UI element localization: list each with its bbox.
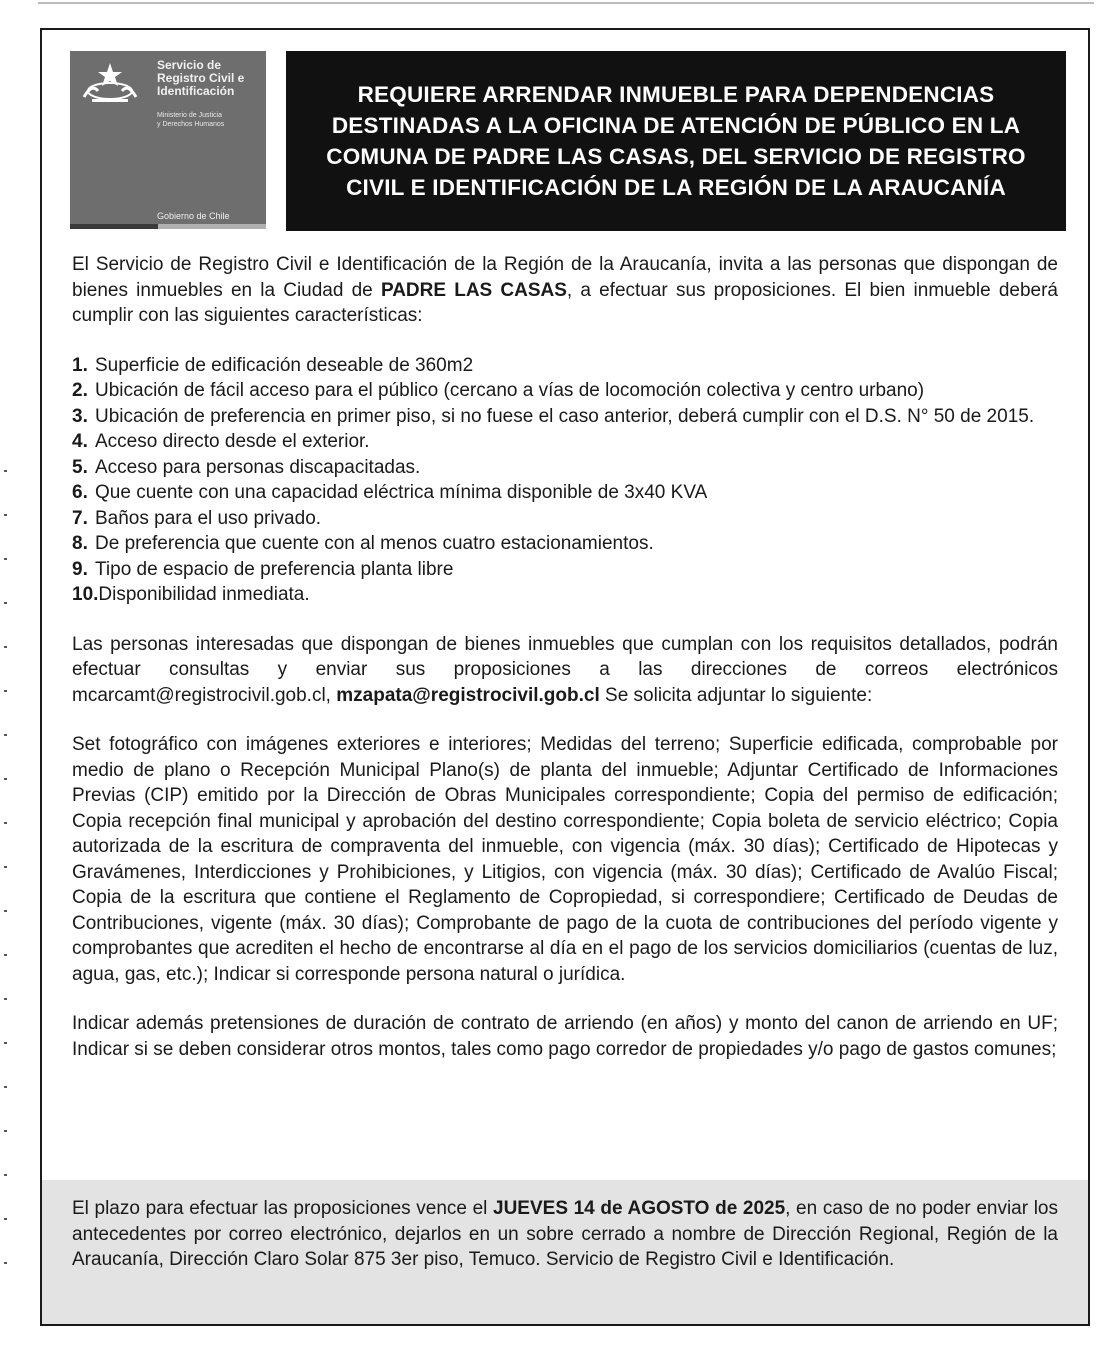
notice-title: REQUIERE ARRENDAR INMUEBLE PARA DEPENDENCIAS DESTINADAS A LA OFICINA DE ATENCIÓN DE PÚBLICO EN LA COMUNA DE PADRE LAS CASAS, DEL SERVICIO DE REGISTRO CIVIL E IDENTIFICACIÓN DE LA REGIÓN DE LA ARAUCANÍA <box>326 82 1026 200</box>
list-item: 10.Disponibilidad inmediata. <box>72 584 310 605</box>
list-item: 8. De preferencia que cuente con al menos cuatro estacionamientos. <box>72 533 654 554</box>
logo-flag-bar <box>70 224 266 229</box>
coat-of-arms-icon <box>78 61 142 105</box>
list-item: 1. Superficie de edificación deseable de 360m2 <box>72 354 474 376</box>
top-rule <box>38 2 1094 4</box>
list-item: 5. Acceso para personas discapacitadas. <box>72 456 421 478</box>
contact-email[interactable]: mzapata@registrocivil.gob.cl <box>336 684 600 706</box>
logo-ministry: Ministerio de Justicia y Derechos Humanos <box>157 112 225 128</box>
logo-gobierno: Gobierno de Chile <box>157 211 230 221</box>
notice-title-box <box>286 51 1066 231</box>
requirements-list <box>72 353 1058 608</box>
notice-body <box>72 252 1058 1062</box>
documents-paragraph: Set fotográfico con imágenes exteriores e interiores; Medidas del terreno; Superficie edificada, comprobable por medio de plano o Recepción Municipal Plano(s) de planta del inmueble; Adjuntar Certificado de Informaciones Previas (CIP) emitido por la Dirección de Obras Municipales correspondiente; Copia del permiso de edificación; Copia recepción final municipal y aprobación del destino correspondiente; Copia boleta de servicio eléctrico; Copia autorizada de la escritura de compraventa del inmueble, con vigencia (máx. 30 días); Certificado de Hipotecas y Gravámenes, Interdicciones y Prohibiciones, y Litigios, con vigencia (máx. 30 días); Certificado de Avalúo Fiscal; Copia de la escritura que contiene el Reglamento de Copropiedad, si correspondiere; Certificado de Deudas de Contribuciones, vigente (máx. 30 días); Comprobante de pago de la cuota de contribuciones del período vigente y comprobantes que acrediten el hecho de encontrarse al día en el pago de los servicios domiciliarios (cuentas de luz, agua, gas, etc.); Indicar si corresponde persona natural o jurídica. <box>72 734 1058 985</box>
margin-marks <box>4 470 7 1290</box>
list-item: 7. Baños para el uso privado. <box>72 507 322 529</box>
deadline-box <box>42 1180 1088 1324</box>
list-item: 9. Tipo de espacio de preferencia planta libre <box>72 558 454 580</box>
list-item: 4. Acceso directo desde el exterior. <box>72 431 370 452</box>
contact-paragraph: Las personas interesadas que dispongan de bienes inmuebles que cumplan con los requisitos detallados, podrán efectuar consultas y enviar sus proposiciones a las direcciones de correos electrónicos mcarcamt@registrocivil.gob.cl, mzapata@registrocivil.gob.cl Se solicita adjuntar lo siguiente: <box>72 633 1058 706</box>
deadline-paragraph: El plazo para efectuar las proposiciones vence el JUEVES 14 de AGOSTO de 2025, en caso de no poder enviar los antecedentes por correo electrónico, dejarlos en un sobre cerrado a nombre de Dirección Regional, Región de la Araucanía, Dirección Claro Solar 875 3er piso, Temuco. Servicio de Registro Civil e Identificación. <box>72 1198 1058 1270</box>
additional-paragraph: Indicar además pretensiones de duración de contrato de arriendo (en años) y monto del canon de arriendo en UF; Indicar si se deben considerar otros montos, tales como pago corredor de propiedades y/o pago de gastos comunes; <box>72 1013 1058 1060</box>
notice-frame <box>40 28 1090 1326</box>
list-item: 6. Que cuente con una capacidad eléctrica mínima disponible de 3x40 KVA <box>72 482 708 503</box>
city-name: PADRE LAS CASAS <box>380 279 567 301</box>
logo-title: Servicio de Registro Civil e Identificación <box>157 58 245 98</box>
intro-paragraph: El Servicio de Registro Civil e Identificación de la Región de la Araucanía, invita a las personas que dispongan de bienes inmuebles en la Ciudad de PADRE LAS CASAS, a efectuar sus proposiciones. El bien inmueble deberá cumplir con las siguientes características: <box>72 254 1058 326</box>
list-item: 3. Ubicación de preferencia en primer piso, si no fuese el caso anterior, deberá cumplir con el D.S. N° 50 de 2015. <box>72 405 1035 427</box>
deadline-date: JUEVES 14 de AGOSTO de 2025 <box>493 1198 786 1219</box>
registro-civil-logo <box>70 51 266 229</box>
list-item: 2. Ubicación de fácil acceso para el público (cercano a vías de locomoción colectiva y centro urbano) <box>72 380 925 401</box>
